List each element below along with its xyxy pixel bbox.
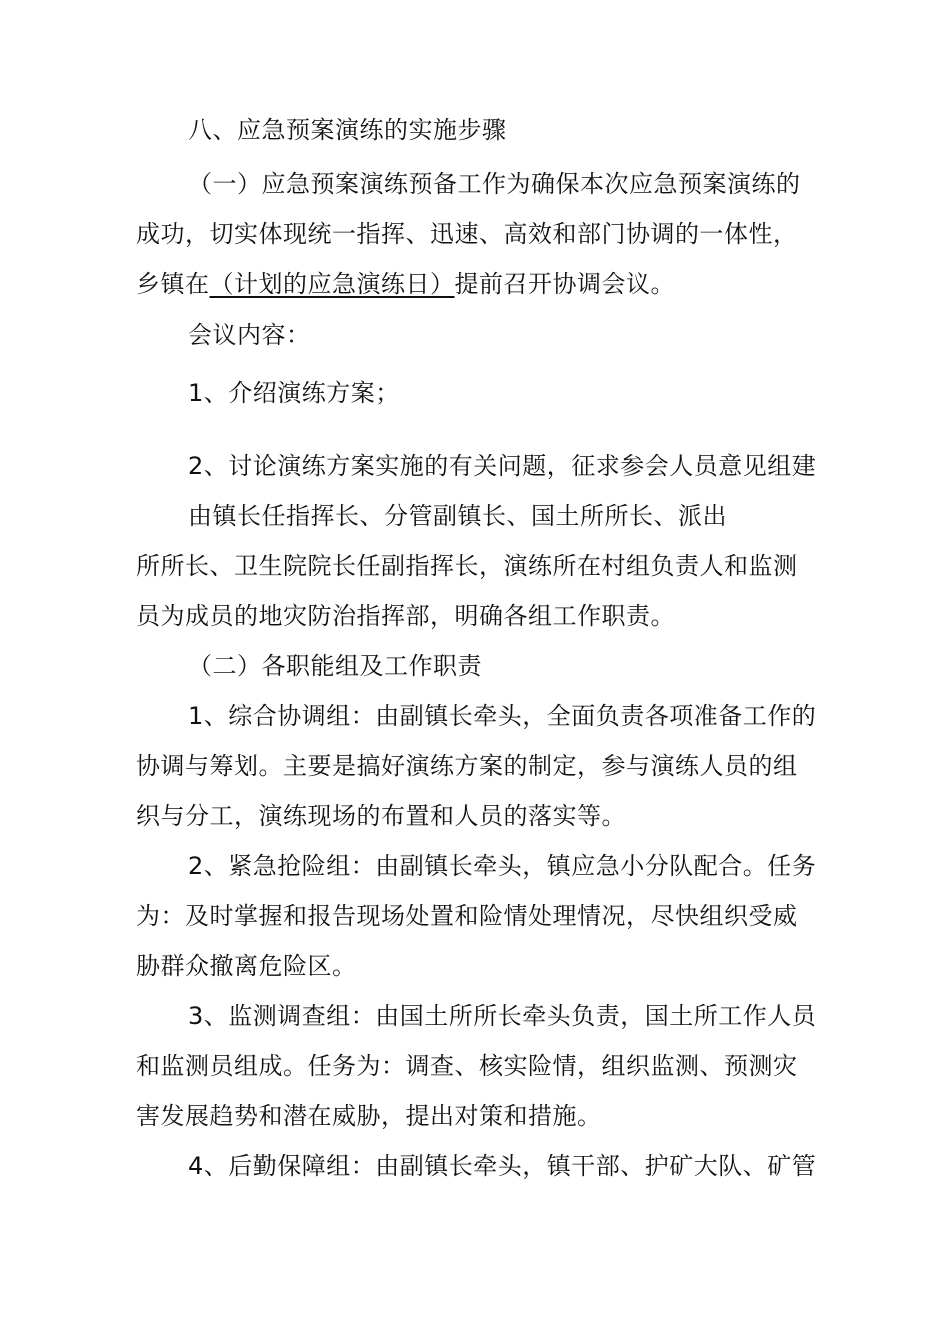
paragraph-line: 织与分工，演练现场的布置和人员的落实等。 [136,802,626,830]
section-heading: 八、应急预案演练的实施步骤 [188,116,507,144]
paragraph-line: 协调与筹划。主要是搞好演练方案的制定，参与演练人员的组 [136,752,798,780]
list-item: 4、后勤保障组：由副镇长牵头，镇干部、护矿大队、矿管 [188,1152,817,1180]
text-span: 提前召开协调会议。 [454,270,675,298]
paragraph-line: 为：及时掌握和报告现场处置和险情处理情况，尽快组织受威 [136,902,798,930]
paragraph-line: 员为成员的地灾防治指挥部，明确各组工作职责。 [136,602,675,630]
paragraph-line: 和监测员组成。任务为：调查、核实险情，组织监测、预测灾 [136,1052,798,1080]
paragraph-line: 害发展趋势和潜在威胁，提出对策和措施。 [136,1102,602,1130]
paragraph-line [136,268,950,300]
underlined-date-placeholder: （计划的应急演练日） [209,270,455,298]
list-item: 1、综合协调组：由副镇长牵头，全面负责各项准备工作的 [188,702,817,730]
paragraph-line: （一）应急预案演练预备工作为确保本次应急预案演练的 [188,170,801,198]
paragraph-line: 成功，切实体现统一指挥、迅速、高效和部门协调的一体性， [136,220,798,248]
paragraph-line: 由镇长任指挥长、分管副镇长、国土所所长、派出 [188,502,727,530]
list-item: 3、监测调查组：由国土所所长牵头负责，国土所工作人员 [188,1002,817,1030]
paragraph-line: 胁群众撤离危险区。 [136,952,357,980]
list-item: 2、紧急抢险组：由副镇长牵头，镇应急小分队配合。任务 [188,852,817,880]
paragraph-line: 会议内容： [188,321,311,349]
list-item: 2、讨论演练方案实施的有关问题，征求参会人员意见组建 [188,452,817,480]
text-span: 乡镇在 [136,270,210,298]
list-item: 1、介绍演练方案； [188,379,400,407]
subsection-heading: （二）各职能组及工作职责 [188,652,482,680]
paragraph-line: 所所长、卫生院院长任副指挥长，演练所在村组负责人和监测 [136,552,798,580]
